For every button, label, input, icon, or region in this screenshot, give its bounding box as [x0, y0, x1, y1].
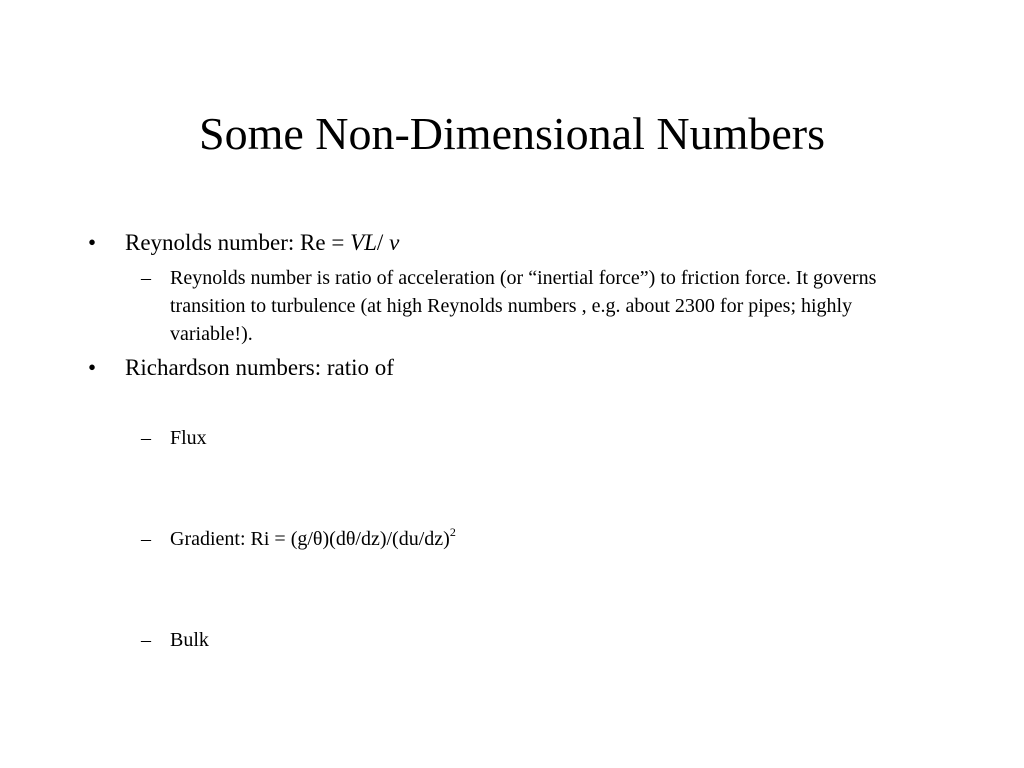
bullet-marker: • — [88, 355, 97, 380]
subbullet-marker: – — [141, 427, 151, 449]
formula-length: L — [364, 230, 377, 255]
slide-title: Some Non-Dimensional Numbers — [198, 108, 826, 159]
gradient-exponent: 2 — [449, 525, 456, 539]
subbullet-gradient — [141, 525, 741, 553]
subbullet-gradient-line — [170, 525, 741, 553]
bullet-richardson-label: Richardson numbers: ratio of — [125, 355, 394, 380]
subbullet-text: Reynolds number is ratio of acceleration (or “inertial force”) to friction force. It governs transition to turbulence (at high Reynolds numbers , e.g. about 2300 for pipes; highly variable!). — [170, 267, 877, 345]
subbullet-bulk — [141, 626, 741, 654]
formula-viscosity: ν — [389, 230, 400, 255]
formula-velocity: V — [350, 230, 365, 255]
bullet-reynolds — [88, 228, 399, 258]
subbullet-marker: – — [141, 528, 151, 550]
subbullet-text: Flux — [170, 427, 207, 449]
gradient-formula: Gradient: Ri = (g/θ)(dθ/dz)/(du/dz) — [170, 528, 450, 550]
formula-slash: / — [376, 230, 390, 255]
bullet-marker: • — [88, 230, 97, 255]
subbullet-text: Bulk — [170, 629, 209, 651]
bullet-richardson — [88, 353, 394, 383]
bullet-reynolds-label: Reynolds number: Re = — [125, 230, 351, 255]
subbullet-reynolds-explanation — [141, 264, 901, 348]
subbullet-flux — [141, 424, 741, 452]
subbullet-marker: – — [141, 267, 151, 289]
subbullet-marker: – — [141, 629, 151, 651]
